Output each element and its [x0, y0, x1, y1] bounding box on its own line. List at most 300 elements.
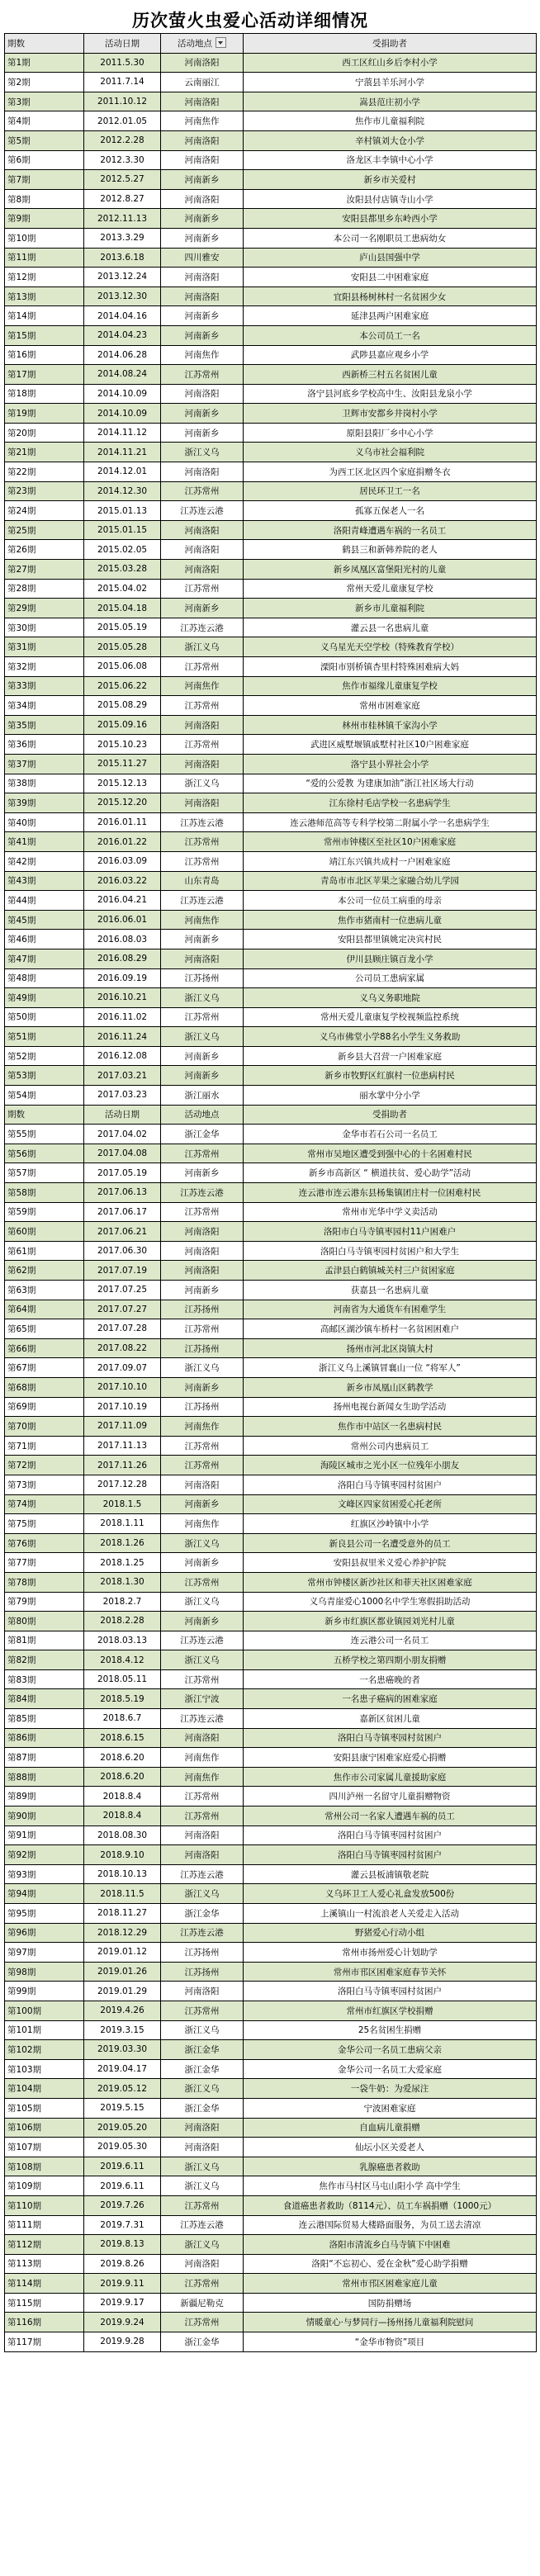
cell-period: 第27期 — [5, 560, 84, 580]
cell-period: 第43期 — [5, 871, 84, 891]
table-row — [5, 2274, 537, 2294]
cell-date: 2012.5.27 — [84, 170, 161, 190]
table-row — [5, 111, 537, 131]
cell-date: 2019.01.29 — [84, 1982, 161, 2001]
cell-period: 第38期 — [5, 774, 84, 793]
cell-date: 2015.09.16 — [84, 715, 161, 735]
cell-period: 第114期 — [5, 2274, 84, 2294]
cell-beneficiary: 宁波困难家庭 — [244, 2098, 537, 2118]
cell-period: 第36期 — [5, 735, 84, 755]
table-row — [5, 696, 537, 716]
cell-beneficiary: 新乡市关爱村 — [244, 170, 537, 190]
cell-date: 2016.08.29 — [84, 949, 161, 968]
cell-place: 江苏常州 — [161, 1572, 244, 1592]
cell-place: 江苏常州 — [161, 1436, 244, 1456]
cell-period: 第108期 — [5, 2157, 84, 2176]
cell-place: 江苏常州 — [161, 365, 244, 385]
cell-period: 第77期 — [5, 1553, 84, 1573]
cell-place: 河南洛阳 — [161, 150, 244, 170]
cell-place: 河南新乡 — [161, 325, 244, 345]
cell-period: 第4期 — [5, 111, 84, 131]
cell-place: 河南洛阳 — [161, 1845, 244, 1865]
cell-beneficiary: 洛阳白马寺镇枣园村贫困户 — [244, 1982, 537, 2001]
cell-period: 第98期 — [5, 1962, 84, 1982]
cell-date: 2017.05.19 — [84, 1163, 161, 1183]
cell-beneficiary: 常州市邗区困难家庭儿童 — [244, 2274, 537, 2294]
table-row — [5, 1007, 537, 1027]
cell-date: 2011.10.12 — [84, 92, 161, 111]
cell-period: 第8期 — [5, 189, 84, 209]
cell-beneficiary: 连云港公司一名员工 — [244, 1631, 537, 1650]
cell-place: 河南洛阳 — [161, 268, 244, 287]
cell-date: 2017.06.13 — [84, 1183, 161, 1203]
cell-place: 河南洛阳 — [161, 1261, 244, 1281]
cell-period: 第97期 — [5, 1943, 84, 1963]
table-row — [5, 2332, 537, 2352]
cell-period: 第117期 — [5, 2332, 84, 2352]
cell-place: 浙江金华 — [161, 2332, 244, 2352]
cell-place: 河南新乡 — [161, 1046, 244, 1066]
table-row — [5, 1904, 537, 1924]
cell-date: 2016.01.22 — [84, 832, 161, 852]
cell-place: 河南洛阳 — [161, 540, 244, 560]
cell-period: 第37期 — [5, 754, 84, 774]
cell-period: 第42期 — [5, 851, 84, 871]
cell-date: 2018.6.20 — [84, 1748, 161, 1768]
table-row — [5, 2254, 537, 2274]
cell-date: 2015.06.22 — [84, 676, 161, 696]
cell-date: 2015.12.20 — [84, 793, 161, 813]
table-row — [5, 891, 537, 911]
cell-place: 浙江丽水 — [161, 1086, 244, 1106]
cell-date: 2017.04.02 — [84, 1125, 161, 1144]
cell-date: 2015.05.28 — [84, 637, 161, 657]
table-row — [5, 657, 537, 677]
cell-period: 第44期 — [5, 891, 84, 911]
table-row — [5, 851, 537, 871]
table-row — [5, 1397, 537, 1417]
cell-period: 第51期 — [5, 1027, 84, 1047]
table-row — [5, 637, 537, 657]
cell-place: 江苏常州 — [161, 2001, 244, 2020]
sheet-title — [0, 0, 540, 33]
cell-beneficiary: 本公司一位员工病重的母亲 — [244, 891, 537, 911]
cell-place: 江苏扬州 — [161, 1338, 244, 1358]
cell-period: 第101期 — [5, 2020, 84, 2040]
cell-period: 第32期 — [5, 657, 84, 677]
cell-place: 河南洛阳 — [161, 793, 244, 813]
cell-period: 第83期 — [5, 1669, 84, 1689]
cell-period: 第2期 — [5, 73, 84, 92]
table-row — [5, 1787, 537, 1807]
table-row — [5, 1612, 537, 1631]
cell-period: 期数 — [5, 1105, 84, 1125]
cell-date: 2015.12.13 — [84, 774, 161, 793]
cell-place: 河南焦作 — [161, 1514, 244, 1534]
cell-date: 2016.11.24 — [84, 1027, 161, 1047]
cell-date: 2018.9.10 — [84, 1845, 161, 1865]
cell-place: 江苏扬州 — [161, 968, 244, 988]
cell-beneficiary: 上溪镇山一村流浪老人关爱走入活动 — [244, 1904, 537, 1924]
header-period: 期数 — [5, 34, 84, 54]
cell-date: 2014.04.23 — [84, 325, 161, 345]
cell-beneficiary: 新乡市凤凰山区鹤教学 — [244, 1377, 537, 1397]
cell-date: 2018.6.15 — [84, 1728, 161, 1748]
cell-period: 第92期 — [5, 1845, 84, 1865]
table-row — [5, 1436, 537, 1456]
table-row — [5, 949, 537, 968]
cell-period: 第78期 — [5, 1572, 84, 1592]
table-row — [5, 1923, 537, 1943]
cell-place: 河南新乡 — [161, 423, 244, 443]
table-row — [5, 715, 537, 735]
table-row — [5, 1767, 537, 1787]
cell-beneficiary: 安阳县二中困难家庭 — [244, 268, 537, 287]
cell-place: 河南新乡 — [161, 209, 244, 229]
table-row — [5, 2138, 537, 2157]
cell-period: 第66期 — [5, 1338, 84, 1358]
cell-beneficiary: 金华公司一名员工大爱家庭 — [244, 2059, 537, 2079]
cell-date: 2015.08.29 — [84, 696, 161, 716]
cell-period: 第59期 — [5, 1202, 84, 1222]
table-row — [5, 2293, 537, 2313]
cell-period: 第28期 — [5, 579, 84, 599]
table-row — [5, 2215, 537, 2235]
cell-place: 河南洛阳 — [161, 1241, 244, 1261]
cell-beneficiary: 辛村镇刘大仓小学 — [244, 130, 537, 150]
cell-period: 第29期 — [5, 599, 84, 618]
table-row — [5, 1300, 537, 1319]
cell-beneficiary: 常州天爱儿童康复学校 — [244, 579, 537, 599]
cell-date: 2018.6.7 — [84, 1709, 161, 1729]
cell-beneficiary: 洛阳青峰遭遇车祸的一名员工 — [244, 520, 537, 540]
cell-beneficiary: 洛阳白马寺镇枣园村贫困户 — [244, 1845, 537, 1865]
cell-period: 第24期 — [5, 501, 84, 521]
cell-date: 2016.11.02 — [84, 1007, 161, 1027]
table-row — [5, 345, 537, 365]
cell-place: 河南新乡 — [161, 1553, 244, 1573]
cell-place: 河南洛阳 — [161, 1728, 244, 1748]
cell-place: 江苏连云港 — [161, 812, 244, 832]
table-row — [5, 1709, 537, 1729]
cell-place: 浙江义乌 — [161, 1884, 244, 1904]
cell-date: 2014.08.24 — [84, 365, 161, 385]
table-row — [5, 1261, 537, 1281]
cell-place: 浙江宁波 — [161, 1689, 244, 1709]
table-row — [5, 1631, 537, 1650]
cell-period: 第53期 — [5, 1066, 84, 1086]
cell-place: 河南新乡 — [161, 930, 244, 949]
cell-date: 2018.1.25 — [84, 1553, 161, 1573]
cell-date: 2019.05.30 — [84, 2138, 161, 2157]
cell-place: 河南洛阳 — [161, 92, 244, 111]
cell-period: 第20期 — [5, 423, 84, 443]
table-row — [5, 2020, 537, 2040]
cell-place: 河南焦作 — [161, 111, 244, 131]
cell-beneficiary: 原阳县阳厂乡中心小学 — [244, 423, 537, 443]
cell-place: 江苏连云港 — [161, 1709, 244, 1729]
cell-beneficiary: 洛宁县河底乡学校高中生、汝阳县龙泉小学 — [244, 384, 537, 404]
cell-beneficiary: 焦作市儿童福利院 — [244, 111, 537, 131]
cell-beneficiary: 野猪爱心行动小组 — [244, 1923, 537, 1943]
cell-beneficiary: 安阳县康宁困难家庭爱心捐赠 — [244, 1748, 537, 1768]
table-row — [5, 481, 537, 501]
cell-beneficiary: 安阳县叔里米义爱心养护护院 — [244, 1553, 537, 1573]
table-row — [5, 871, 537, 891]
cell-date: 2014.11.12 — [84, 423, 161, 443]
cell-place: 江苏常州 — [161, 1807, 244, 1826]
cell-place: 河南新乡 — [161, 228, 244, 248]
cell-period: 第81期 — [5, 1631, 84, 1650]
cell-date: 2018.10.13 — [84, 1864, 161, 1884]
cell-place: 河南焦作 — [161, 1417, 244, 1437]
cell-date: 2017.11.13 — [84, 1436, 161, 1456]
cell-period: 第69期 — [5, 1397, 84, 1417]
table-row — [5, 228, 537, 248]
cell-place: 江苏常州 — [161, 1787, 244, 1807]
cell-beneficiary: 洛阳市白马寺镇枣园村11户困难户 — [244, 1222, 537, 1242]
cell-place: 河南洛阳 — [161, 715, 244, 735]
table-row — [5, 812, 537, 832]
table-row — [5, 1864, 537, 1884]
cell-place: 江苏连云港 — [161, 1923, 244, 1943]
table-row — [5, 423, 537, 443]
cell-period: 第49期 — [5, 988, 84, 1008]
table-row — [5, 2001, 537, 2020]
cell-date: 2015.01.15 — [84, 520, 161, 540]
cell-beneficiary: 焦作市猪南村一位患病儿童 — [244, 910, 537, 930]
cell-date: 2017.12.28 — [84, 1475, 161, 1494]
header-place[interactable] — [161, 34, 244, 54]
cell-beneficiary: 宜阳县杨树林村一名贫困少女 — [244, 286, 537, 306]
cell-date: 2017.09.07 — [84, 1358, 161, 1378]
cell-date: 2015.01.13 — [84, 501, 161, 521]
cell-beneficiary: 海陵区城市之光小区一位残年小朋友 — [244, 1456, 537, 1475]
table-row — [5, 1669, 537, 1689]
table-row — [5, 2059, 537, 2079]
cell-date: 2017.03.21 — [84, 1066, 161, 1086]
cell-period: 第19期 — [5, 404, 84, 424]
cell-date: 2018.5.19 — [84, 1689, 161, 1709]
cell-place: 江苏常州 — [161, 735, 244, 755]
cell-beneficiary: 文峰区四家贫困爱心托老所 — [244, 1494, 537, 1514]
cell-beneficiary: 伊川县顾庄镇百龙小学 — [244, 949, 537, 968]
cell-date: 2016.12.08 — [84, 1046, 161, 1066]
cell-period: 第91期 — [5, 1825, 84, 1845]
cell-date: 2018.6.20 — [84, 1767, 161, 1787]
cell-beneficiary: 金华公司一名员工患病父亲 — [244, 2040, 537, 2060]
cell-place: 江苏连云港 — [161, 501, 244, 521]
table-row — [5, 2040, 537, 2060]
cell-beneficiary: 安阳县都里乡东岭西小学 — [244, 209, 537, 229]
cell-period: 第30期 — [5, 618, 84, 637]
table-row — [5, 1494, 537, 1514]
cell-beneficiary: 灌云县一名患病儿童 — [244, 618, 537, 637]
cell-beneficiary: 仙坛小区关爱老人 — [244, 2138, 537, 2157]
cell-date: 2015.05.19 — [84, 618, 161, 637]
cell-beneficiary: 扬州市河北区岗镇大村 — [244, 1338, 537, 1358]
cell-date: 2017.07.28 — [84, 1319, 161, 1339]
cell-date: 2015.04.02 — [84, 579, 161, 599]
cell-period: 第107期 — [5, 2138, 84, 2157]
cell-period: 第21期 — [5, 443, 84, 462]
cell-date: 2014.11.21 — [84, 443, 161, 462]
cell-place: 江苏扬州 — [161, 1943, 244, 1963]
cell-place: 河南新乡 — [161, 1066, 244, 1086]
cell-beneficiary: 靖江东兴镇共成村一户困难家庭 — [244, 851, 537, 871]
cell-period: 第50期 — [5, 1007, 84, 1027]
cell-beneficiary: 洛阳白马寺镇枣园村贫困户 — [244, 1825, 537, 1845]
cell-period: 第104期 — [5, 2079, 84, 2099]
cell-place: 江苏常州 — [161, 1456, 244, 1475]
cell-beneficiary: 自血病儿童捐赠 — [244, 2118, 537, 2138]
cell-period: 第75期 — [5, 1514, 84, 1534]
cell-date: 2019.05.20 — [84, 2118, 161, 2138]
cell-period: 第94期 — [5, 1884, 84, 1904]
cell-place: 河南洛阳 — [161, 949, 244, 968]
cell-beneficiary: 浙江义乌上溪镇冒襄山一位 “将军人” — [244, 1358, 537, 1378]
page-title: 历次萤火虫爱心活动详细情况 — [132, 10, 368, 31]
cell-place: 河南焦作 — [161, 910, 244, 930]
table-row — [5, 1533, 537, 1553]
cell-place: 四川雅安 — [161, 248, 244, 268]
cell-beneficiary: 丽水掌中分小学 — [244, 1086, 537, 1106]
cell-beneficiary: 常州市困难家庭 — [244, 696, 537, 716]
cell-period: 第80期 — [5, 1612, 84, 1631]
cell-beneficiary: 常州公司内患病员工 — [244, 1436, 537, 1456]
cell-date: 2018.05.11 — [84, 1669, 161, 1689]
cell-beneficiary: 义乌星光天空学校（特殊教育学校） — [244, 637, 537, 657]
cell-period: 第68期 — [5, 1377, 84, 1397]
cell-period: 第60期 — [5, 1222, 84, 1242]
cell-beneficiary: 江东徐村毛店学校一名患病学生 — [244, 793, 537, 813]
cell-date: 2017.11.09 — [84, 1417, 161, 1437]
cell-period: 第39期 — [5, 793, 84, 813]
cell-beneficiary: 常州市钟楼区至社区10户困难家庭 — [244, 832, 537, 852]
cell-beneficiary: 食道癌患者救助（8114元）、员工车祸捐赠（1000元） — [244, 2195, 537, 2215]
cell-period: 第7期 — [5, 170, 84, 190]
table-body — [5, 34, 537, 2352]
cell-date: 2016.10.21 — [84, 988, 161, 1008]
cell-place: 江苏常州 — [161, 851, 244, 871]
table-row — [5, 73, 537, 92]
cell-date: 2011.5.30 — [84, 53, 161, 73]
cell-place: 浙江义乌 — [161, 1358, 244, 1378]
cell-beneficiary: 鹤县三和新韩养院的老人 — [244, 540, 537, 560]
cell-beneficiary: 洛阳“不忘初心、爱在金秋”爱心助学捐赠 — [244, 2254, 537, 2274]
table-row — [5, 170, 537, 190]
cell-period: 第33期 — [5, 676, 84, 696]
cell-period: 第63期 — [5, 1281, 84, 1300]
cell-date: 2019.7.26 — [84, 2195, 161, 2215]
cell-place: 河南洛阳 — [161, 130, 244, 150]
cell-date: 2017.08.22 — [84, 1338, 161, 1358]
cell-beneficiary: 武进区威墅堰镇戚墅村社区10户困难家庭 — [244, 735, 537, 755]
cell-period: 第90期 — [5, 1807, 84, 1826]
cell-date: 2015.03.28 — [84, 560, 161, 580]
table-row — [5, 209, 537, 229]
cell-period: 第16期 — [5, 345, 84, 365]
cell-date: 2019.9.28 — [84, 2332, 161, 2352]
table-row — [5, 1456, 537, 1475]
cell-period: 第47期 — [5, 949, 84, 968]
table-row — [5, 520, 537, 540]
cell-place: 江苏常州 — [161, 1007, 244, 1027]
table-row — [5, 930, 537, 949]
cell-place: 江苏扬州 — [161, 1300, 244, 1319]
cell-beneficiary: 本公司员工一名 — [244, 325, 537, 345]
cell-beneficiary: 洛阳白马寺镇枣园村贫困户 — [244, 1728, 537, 1748]
cell-place: 浙江义乌 — [161, 1027, 244, 1047]
filter-dropdown-icon[interactable] — [216, 37, 226, 48]
cell-beneficiary: 义乌义务职地院 — [244, 988, 537, 1008]
cell-period: 第46期 — [5, 930, 84, 949]
cell-period: 第17期 — [5, 365, 84, 385]
cell-date: 2017.11.26 — [84, 1456, 161, 1475]
cell-beneficiary: 常州市吴地区遭受到强中心的十名困难村民 — [244, 1144, 537, 1163]
cell-place: 活动地点 — [161, 1105, 244, 1125]
header-date: 活动日期 — [84, 34, 161, 54]
cell-period: 第70期 — [5, 1417, 84, 1437]
cell-period: 第62期 — [5, 1261, 84, 1281]
cell-beneficiary: 常州市红旗区学校捐赠 — [244, 2001, 537, 2020]
cell-period: 第113期 — [5, 2254, 84, 2274]
cell-date: 2013.12.24 — [84, 268, 161, 287]
cell-date: 2018.2.28 — [84, 1612, 161, 1631]
cell-period: 第61期 — [5, 1241, 84, 1261]
cell-beneficiary: 获嘉县一名患病儿童 — [244, 1281, 537, 1300]
cell-place: 河南新乡 — [161, 170, 244, 190]
table-row — [5, 676, 537, 696]
cell-beneficiary: 居民环卫工一名 — [244, 481, 537, 501]
cell-date: 2015.11.27 — [84, 754, 161, 774]
cell-period: 第86期 — [5, 1728, 84, 1748]
cell-date: 2019.01.12 — [84, 1943, 161, 1963]
cell-period: 第10期 — [5, 228, 84, 248]
cell-date: 2014.12.30 — [84, 481, 161, 501]
cell-date: 2012.2.28 — [84, 130, 161, 150]
cell-date: 2019.8.26 — [84, 2254, 161, 2274]
cell-place: 河南洛阳 — [161, 1475, 244, 1494]
table-row — [5, 1377, 537, 1397]
cell-place: 河南新乡 — [161, 599, 244, 618]
cell-period: 第72期 — [5, 1456, 84, 1475]
cell-period: 第57期 — [5, 1163, 84, 1183]
table-row — [5, 1572, 537, 1592]
cell-date: 2013.3.29 — [84, 228, 161, 248]
cell-place: 云南丽江 — [161, 73, 244, 92]
cell-beneficiary: 新乡市红旗区都业镇园刘光村儿童 — [244, 1612, 537, 1631]
cell-period: 第11期 — [5, 248, 84, 268]
cell-beneficiary: 洛龙区丰李镇中心小学 — [244, 150, 537, 170]
cell-place: 河南新乡 — [161, 1612, 244, 1631]
table-row — [5, 1417, 537, 1437]
cell-place: 河南焦作 — [161, 1767, 244, 1787]
table-row — [5, 1086, 537, 1106]
cell-period: 第6期 — [5, 150, 84, 170]
cell-period: 第74期 — [5, 1494, 84, 1514]
cell-date: 2018.2.7 — [84, 1592, 161, 1612]
table-row — [5, 501, 537, 521]
table-row — [5, 2176, 537, 2196]
cell-date: 2018.1.11 — [84, 1514, 161, 1534]
table-row — [5, 1222, 537, 1242]
cell-date: 2019.9.24 — [84, 2313, 161, 2332]
cell-beneficiary: 一袋牛奶：为爱尿注 — [244, 2079, 537, 2099]
cell-period: 第73期 — [5, 1475, 84, 1494]
cell-date: 2014.10.09 — [84, 404, 161, 424]
table-row — [5, 2313, 537, 2332]
